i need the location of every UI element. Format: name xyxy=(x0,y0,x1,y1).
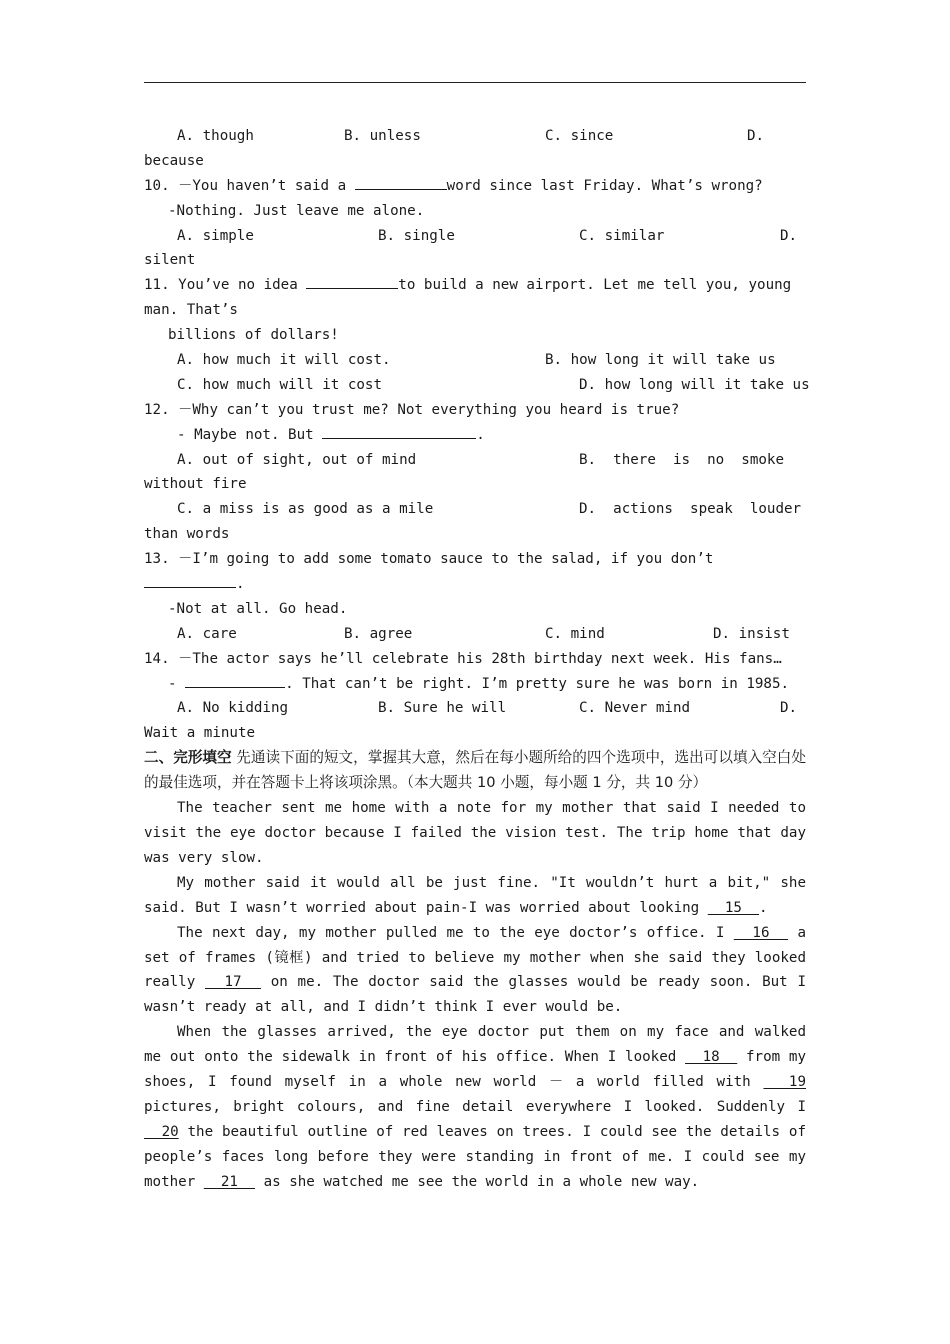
q12-options-cd xyxy=(144,497,806,522)
q10-option-d-cont: silent xyxy=(144,252,196,269)
q11-stem-c: man. That’s xyxy=(144,302,238,319)
q12-option-d-cont: than words xyxy=(144,526,230,543)
q10-stem xyxy=(144,174,806,199)
passage-paragraph-2 xyxy=(144,871,806,921)
q12-stem-a: －Why can’t you trust me? Not everything you heard is true? xyxy=(178,401,680,418)
q10-option-c: C. similar xyxy=(579,227,665,244)
q14-reply-b: . That can’t be right. I’m pretty sure he was born in 1985. xyxy=(285,675,790,692)
q14-option-b: B. Sure he will xyxy=(378,700,507,717)
q13-option-a: A. care xyxy=(177,625,237,642)
q11-stem-b: to build a new airport. Let me tell you, young xyxy=(398,277,792,294)
q14-reply xyxy=(144,672,806,697)
q13-option-d: D. insist xyxy=(713,625,790,642)
q12-option-d: D. actions speak louder xyxy=(579,501,802,518)
q10-reply: -Nothing. Just leave me alone. xyxy=(168,202,425,219)
q14-blank xyxy=(185,672,285,688)
q11-blank xyxy=(306,273,398,289)
section2-instructions-text: 先通读下面的短文，掌握其大意，然后在每小题所给的四个选项中，选出可以填入空白处的最佳选项，并在答题卡上将该项涂黑。（本大题共 10 小题，每小题 1 分，共 10 分） xyxy=(144,749,806,792)
q12-option-c: C. a miss is as good as a mile xyxy=(177,501,434,518)
q10-blank xyxy=(355,174,447,190)
section2-instructions xyxy=(144,746,806,796)
passage-p3-b: a set of frames (镜框) and tried to believe my mother when she said they looked really xyxy=(144,924,806,991)
blank-18: 18 xyxy=(685,1049,738,1066)
q14-option-d: D. xyxy=(780,700,798,717)
q14-option-d-cont: Wait a minute xyxy=(144,725,256,742)
q11-number: 11. xyxy=(144,277,170,294)
q12-option-a: A. out of sight, out of mind xyxy=(177,451,417,468)
q12-reply-a: - Maybe not. But xyxy=(177,426,323,443)
q9-option-d-cont: because xyxy=(144,152,204,169)
q13-stem-b: . xyxy=(236,576,245,593)
q14-number: 14. xyxy=(144,650,170,667)
passage-p2-a: My mother said it would all be just fine. "It wouldn’t hurt a bit," she said. But I wasn’t worried about pain-I was worried about looking xyxy=(144,874,806,916)
q12-reply-b: . xyxy=(476,426,485,443)
passage-p4-b: from my shoes, I found myself in a whole new world － a world filled with xyxy=(144,1049,807,1091)
q9-option-b: B. unless xyxy=(344,128,421,144)
blank-15: 15 xyxy=(707,899,759,916)
q10-number: 10. xyxy=(144,177,170,194)
q11-stem-a: You’ve no idea xyxy=(178,277,307,294)
q13-reply: -Not at all. Go head. xyxy=(168,600,348,617)
passage-p4-a: When the glasses arrived, the eye doctor put them on my face and walked me out onto the sidewalk in front of his office. When I looked xyxy=(144,1024,806,1066)
q12-stem xyxy=(144,398,806,423)
q14-option-c: C. Never mind xyxy=(579,700,691,717)
q13-stem-a: －I’m going to add some tomato sauce to the salad, if you don’t xyxy=(178,551,714,568)
passage-p2-b: . xyxy=(759,899,768,916)
q10-stem-b: word since last Friday. What’s wrong? xyxy=(446,177,763,194)
blank-19: 19 xyxy=(763,1074,806,1091)
q11-stem-d: billions of dollars! xyxy=(168,327,339,344)
q11-options-ab xyxy=(144,348,806,373)
exam-content xyxy=(144,124,810,1195)
passage-p3-c: on me. The doctor said the glasses would be ready soon. But I wasn’t ready at all, and I didn’t think I ever would be. xyxy=(144,974,806,1016)
q10-options xyxy=(144,224,806,249)
q13-option-b: B. agree xyxy=(344,625,413,642)
q14-stem xyxy=(144,647,806,672)
q12-number: 12. xyxy=(144,401,170,418)
q10-option-d: D. xyxy=(780,227,798,244)
q13-stem xyxy=(144,547,806,572)
passage-p4-c: pictures, bright colours, and fine detail everywhere I looked. Suddenly I xyxy=(144,1098,806,1115)
q13-options xyxy=(144,622,806,647)
q9-option-c: C. since xyxy=(545,128,614,144)
section2-heading: 二、完形填空 xyxy=(144,749,232,767)
q11-option-d: D. how long will it take us xyxy=(579,376,810,393)
blank-16: 16 xyxy=(733,924,789,941)
q9-options xyxy=(144,124,806,149)
q14-stem-a: －The actor says he’ll celebrate his 28th birthday next week. His fans… xyxy=(178,650,782,667)
q10-option-b: B. single xyxy=(378,227,455,244)
q11-option-a: A. how much it will cost. xyxy=(177,352,391,369)
q14-option-a: A. No kidding xyxy=(177,700,289,717)
q13-blank xyxy=(144,572,236,588)
q13-stem-b-line xyxy=(144,572,806,597)
q10-option-a: A. simple xyxy=(177,227,254,244)
header-rule xyxy=(144,82,806,83)
passage-paragraph-1: The teacher sent me home with a note for my mother that said I needed to visit the eye doctor because I failed the vision test. The trip home that day was very slow. xyxy=(144,800,806,866)
q11-option-b: B. how long it will take us xyxy=(545,352,776,369)
q11-option-c: C. how much will it cost xyxy=(177,376,382,393)
q12-option-b: B. there is no smoke xyxy=(579,451,784,468)
q13-option-c: C. mind xyxy=(545,625,605,642)
q12-option-b-cont: without fire xyxy=(144,476,247,493)
q9-option-d: D. xyxy=(747,128,765,144)
q9-option-a: A. though xyxy=(177,128,254,144)
q10-stem-a: －You haven’t said a xyxy=(178,177,355,194)
passage-p4-e: as she watched me see the world in a whole new way. xyxy=(255,1173,700,1190)
q12-blank xyxy=(322,423,476,439)
blank-20: 20 xyxy=(144,1123,179,1140)
q11-options-cd xyxy=(144,373,810,398)
blank-21: 21 xyxy=(203,1173,256,1190)
q11-stem xyxy=(144,273,806,298)
passage-paragraph-3 xyxy=(144,921,806,1021)
passage-p4-d: the beautiful outline of red leaves on trees. I could see the details of people’s faces long before they were standing in front of me. I could see my mother xyxy=(144,1123,806,1190)
q12-reply xyxy=(144,423,806,448)
passage-paragraph-4 xyxy=(144,1020,806,1194)
q14-reply-a: - xyxy=(168,675,186,692)
blank-17: 17 xyxy=(204,974,261,991)
q12-options-ab xyxy=(144,448,806,473)
q14-options xyxy=(144,696,806,721)
q13-number: 13. xyxy=(144,551,170,568)
passage-p3-a: The next day, my mother pulled me to the eye doctor’s office. I xyxy=(177,924,734,941)
